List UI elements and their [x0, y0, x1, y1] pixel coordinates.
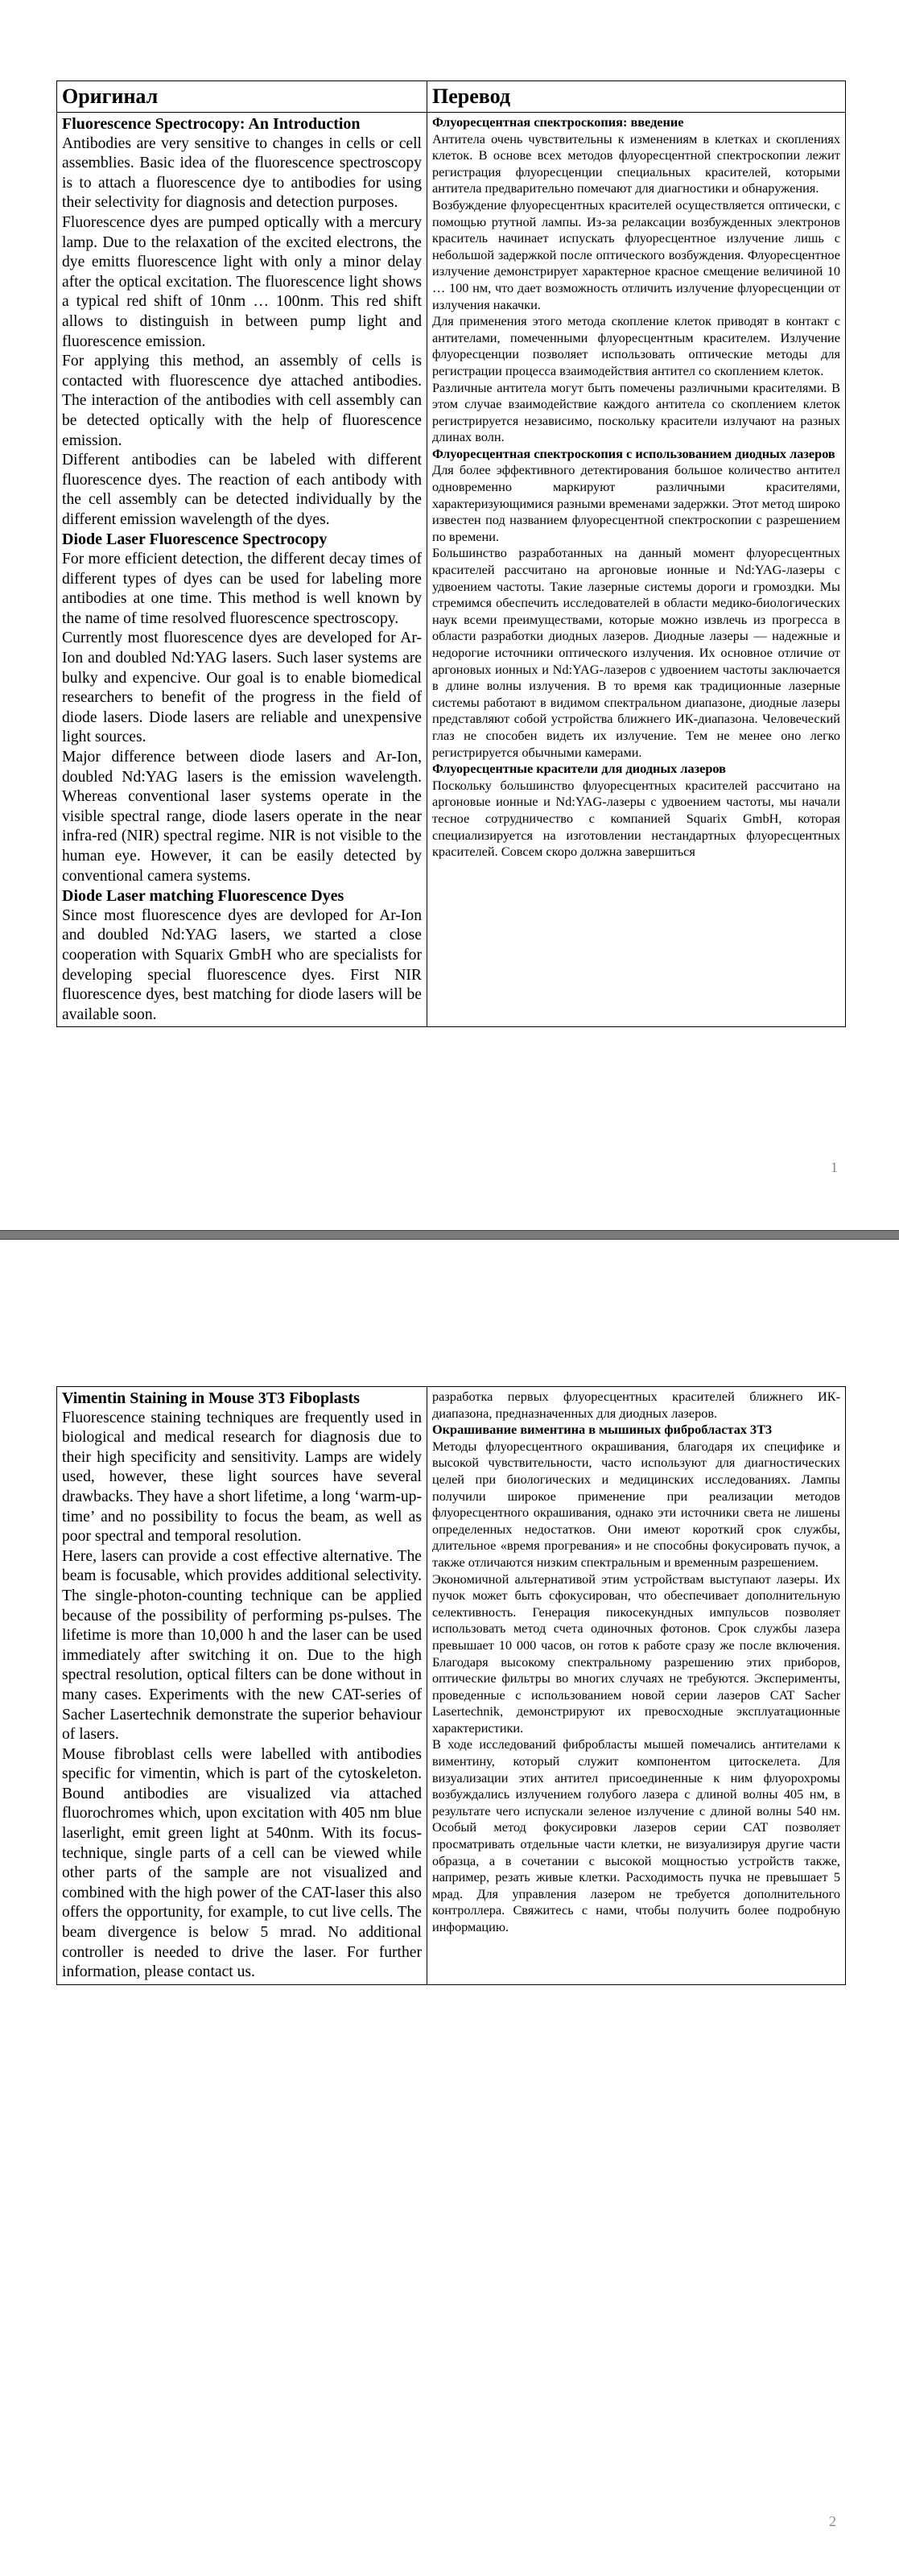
- section-heading: Флуоресцентная спектроскопия: введение: [432, 114, 684, 130]
- section-heading: Окрашивание виментина в мышиных фибробластах 3T3: [432, 1422, 773, 1438]
- table-row: [57, 113, 846, 1027]
- document-page-1: [0, 0, 899, 1230]
- original-text-cell: [57, 113, 427, 1027]
- translation-column-header: Перевод: [427, 81, 846, 113]
- translation-text-cell: [427, 1387, 846, 1985]
- paragraph: Для более эффективного детектирования большое количество антител одновременно маркируют различными красителями, характеризующимися разными временами задержки. Этот метод широко известен под названием флуоресцентной спектроскопии с разрешением по времени.: [432, 462, 840, 544]
- document-page-2: [0, 1240, 899, 2576]
- paragraph: Поскольку большинство флуоресцентных красителей рассчитано на аргоновые ионные и Nd:YAG-лазеры с удвоением частоты, мы начали тесное сотрудничество с компанией Squarix GmbH, которая специализируется на изготовлении нестандартных флуоресцентных красителей. Совсем скоро должна завершиться: [432, 777, 840, 860]
- paragraph: Экономичной альтернативой этим устройствам выступают лазеры. Их пучок может быть сфокусирован, что обеспечивает дополнительную селективность. Генерация пикосекундных импульсов позволяет использовать метод счета одиночных фотонов. Срок службы лазера превышает 10 000 часов, он готов к работе сразу же после включения. Благодаря высокому спектральному разрешению этих приборов, оптические фильтры во многих случаях не требуются. Эксперименты, проведенные с использованием новой серии лазеров CAT Sacher Lasertechnik, демонстрируют их превосходные эксплуатационные характеристики.: [432, 1571, 840, 1736]
- paragraph: Возбуждение флуоресцентных красителей осуществляется оптически, с помощью ртутной лампы. Из-за релаксации возбужденных электронов краситель начинает испускать флуоресцентное излучение лишь с небольшой задержкой после оптического возбуждения. Флуоресцентное излучение демонстрирует характерное красное смещение величиной 10 … 100 нм, что дает возможность отличить излучение флуоресценции от излучения накачки.: [432, 196, 840, 312]
- paragraph: Fluorescence staining techniques are frequently used in biological and medical research for diagnosis due to their high specificity and sensitivity. Lamps are widely used, however, these light sources have several drawbacks. They have a short lifetime, a long ‘warm-up-time’ and no possibility to focus the beam, as well as poor spectral and temporal resolution.: [62, 1409, 422, 1546]
- paragraph: Различные антитела могут быть помечены различными красителями. В этом случае взаимодействие каждого антитела со скоплением клеток регистрируется независимо, поскольку красители излучают на разных длинах волн.: [432, 379, 840, 445]
- section-heading: Diode Laser matching Fluorescence Dyes: [62, 887, 344, 906]
- page-number: 1: [831, 1159, 838, 1175]
- translation-table-2: [56, 1386, 846, 1985]
- paragraph: В ходе исследований фибробласты мышей помечались антителами к виментину, который служит компонентом цитоскелета. Для визуализации этих антител присоединенные к ним флуорохромы возбуждались излучением голубого лазера с длиной волны 405 нм, в результате чего испускали зеленое излучение с длиной волны 540 нм. Особый метод фокусировки лазеров серии CAT позволяет просматривать отдельные части клетки, не визуализируя другие части образца, а в сочетании с высокой мощностью устройств также, например, резать живые клетки. Расходимость пучка не превышает 5 мрад. Для управления лазером не требуется дополнительного контроллера. Свяжитесь с нами, чтобы получить более подробную информацию.: [432, 1736, 840, 1934]
- paragraph: Методы флуоресцентного окрашивания, благодаря их специфике и высокой чувствительности, часто используют для диагностических целей при биологических и медицинских исследованиях. Лампы получили широкое применение при реализации методов флуоресцентного окрашивания, однако эти источники света не лишены определенных недостатков. Они имеют короткий срок службы, длительное «время прогревания» и не способны фокусировать пучок, а также отличаются низким спектральным и временным разрешением.: [432, 1438, 840, 1570]
- paragraph: Antibodies are very sensitive to changes in cells or cell assemblies. Basic idea of the fluorescence spectroscopy is to attach a fluorescence dye to antibodies for using their selectivity for diagnosis and detection purposes.: [62, 134, 422, 212]
- paragraph: Mouse fibroblast cells were labelled with antibodies specific for vimentin, which is part of the cytoskeleton. Bound antibodies are visualized via attached fluorochromes which, upon excitation with 405 nm blue laserlight, emit green light at 540nm. With its focus-technique, single parts of a cell can be viewed while other parts of the sample are not visualized and combined with the high power of the CAT-laser this also offers the opportunity, for example, to cut live cells. The beam divergence is below 5 mrad. No additional controller is needed to drive the laser. For further information, please contact us.: [62, 1745, 422, 1981]
- paragraph: Here, lasers can provide a cost effective alternative. The beam is focusable, which provides additional selectivity. The single-photon-counting technique can be applied because of the possibility of performing ps-pulses. The lifetime is more than 10,000 h and the laser can be used immediately after switching it on. Due to the high spectral resolution, optical filters can be done without in many cases. Experiments with the new CAT-series of Sacher Lasertechnik demonstrate the superior behaviour of lasers.: [62, 1547, 422, 1744]
- original-column-header: Оригинал: [57, 81, 427, 113]
- paragraph: Большинство разработанных на данный момент флуоресцентных красителей рассчитано на аргоновые ионные и Nd:YAG-лазеры с удвоением частоты. Такие лазерные системы дороги и громоздки. Мы стремимся обеспечить исследователей в области медико-биологических наук всеми преимуществами, которые можно извлечь из прогресса в области разработки диодных лазеров. Диодные лазеры — надежные и недорогие источники оптического излучения. Их основное отличие от аргоновых ионных и Nd:YAG-лазеров с удвоением частоты заключается в длине волны излучения. В то время как традиционные лазерные системы работают в видимом спектральном диапазоне, диодные лазеры представляют собой устройства ближнего ИК-диапазона. Человеческий глаз не способен видеть их излучение. Тем не менее оно легко регистрируется обычными камерами.: [432, 545, 840, 760]
- paragraph: Currently most fluorescence dyes are developed for Ar-Ion and doubled Nd:YAG lasers. Such laser systems are bulky and expencive. Our goal is to enable biomedical researchers to benefit of the progress in the field of diode lasers. Diode lasers are reliable and unexpensive light sources.: [62, 630, 422, 746]
- section-heading: Fluorescence Spectrocopy: An Introduction: [62, 115, 361, 133]
- paragraph: Для применения этого метода скопление клеток приводят в контакт с антителами, помеченными флуоресцентным красителем. Излучение флуоресценции позволяет использовать оптические методы для регистрации процесса взаимодействия антител со скоплением клеток.: [432, 313, 840, 378]
- paragraph: Fluorescence dyes are pumped optically with a mercury lamp. Due to the relaxation of the excited electrons, the dye emitts fluorescence light with only a minor delay after the optical excitation. The fluorescence light shows a typical red shift of 10nm … 100nm. This red shift allows to distinguish in between pump light and fluorescence emission.: [62, 213, 422, 350]
- translation-table-1: [56, 80, 846, 1027]
- paragraph: Major difference between diode lasers and Ar-Ion, doubled Nd:YAG lasers is the emission wavelength. Whereas conventional laser systems operate in the visible spectral range, diode lasers operate in the near infra-red (NIR) spectral regime. NIR is not visible to the human eye. However, it can be easily detected by conventional camera systems.: [62, 749, 422, 885]
- paragraph: Антитела очень чувствительны к изменениям в клетках и скоплениях клеток. В основе всех методов флуоресцентной спектроскопии лежит регистрация флуоресценции специальных красителей, которыми антитела предварительно помечают для диагностики и обнаружения.: [432, 130, 840, 196]
- section-heading: Флуоресцентная спектроскопия с использованием диодных лазеров: [432, 445, 835, 461]
- table-header-row: [57, 81, 846, 113]
- page-separator: [0, 1230, 899, 1240]
- paragraph: разработка первых флуоресцентных красителей ближнего ИК-диапазона, предназначенных для диодных лазеров.: [432, 1389, 840, 1421]
- page-number: 2: [829, 2513, 836, 2529]
- section-heading: Vimentin Staining in Mouse 3T3 Fiboplasts: [62, 1389, 360, 1407]
- paragraph: Different antibodies can be labeled with different fluorescence dyes. The reaction of each antibody with the cell assembly can be detected individually by the different emission wavelength of the dyes.: [62, 452, 422, 528]
- translation-text-cell: [427, 113, 846, 1027]
- paragraph: For applying this method, an assembly of cells is contacted with fluorescence dye attached antibodies. The interaction of the antibodies with cell assembly can be detected optically with the help of fluorescence emission.: [62, 353, 422, 449]
- table-row: [57, 1387, 846, 1985]
- section-heading: Флуоресцентные красители для диодных лазеров: [432, 761, 726, 777]
- section-heading: Diode Laser Fluorescence Spectrocopy: [62, 530, 328, 549]
- paragraph: Since most fluorescence dyes are devloped for Ar-Ion and doubled Nd:YAG lasers, we started a close cooperation with Squarix GmbH who are specialists for developing special fluorescence dyes. First NIR fluorescence dyes, best matching for diode lasers will be available soon.: [62, 906, 422, 1023]
- paragraph: For more efficient detection, the different decay times of different types of dyes can be used for labeling more antibodies at one time. This method is well known by the name of time resolved fluorescence spectroscopy.: [62, 551, 422, 627]
- original-text-cell: [57, 1387, 427, 1985]
